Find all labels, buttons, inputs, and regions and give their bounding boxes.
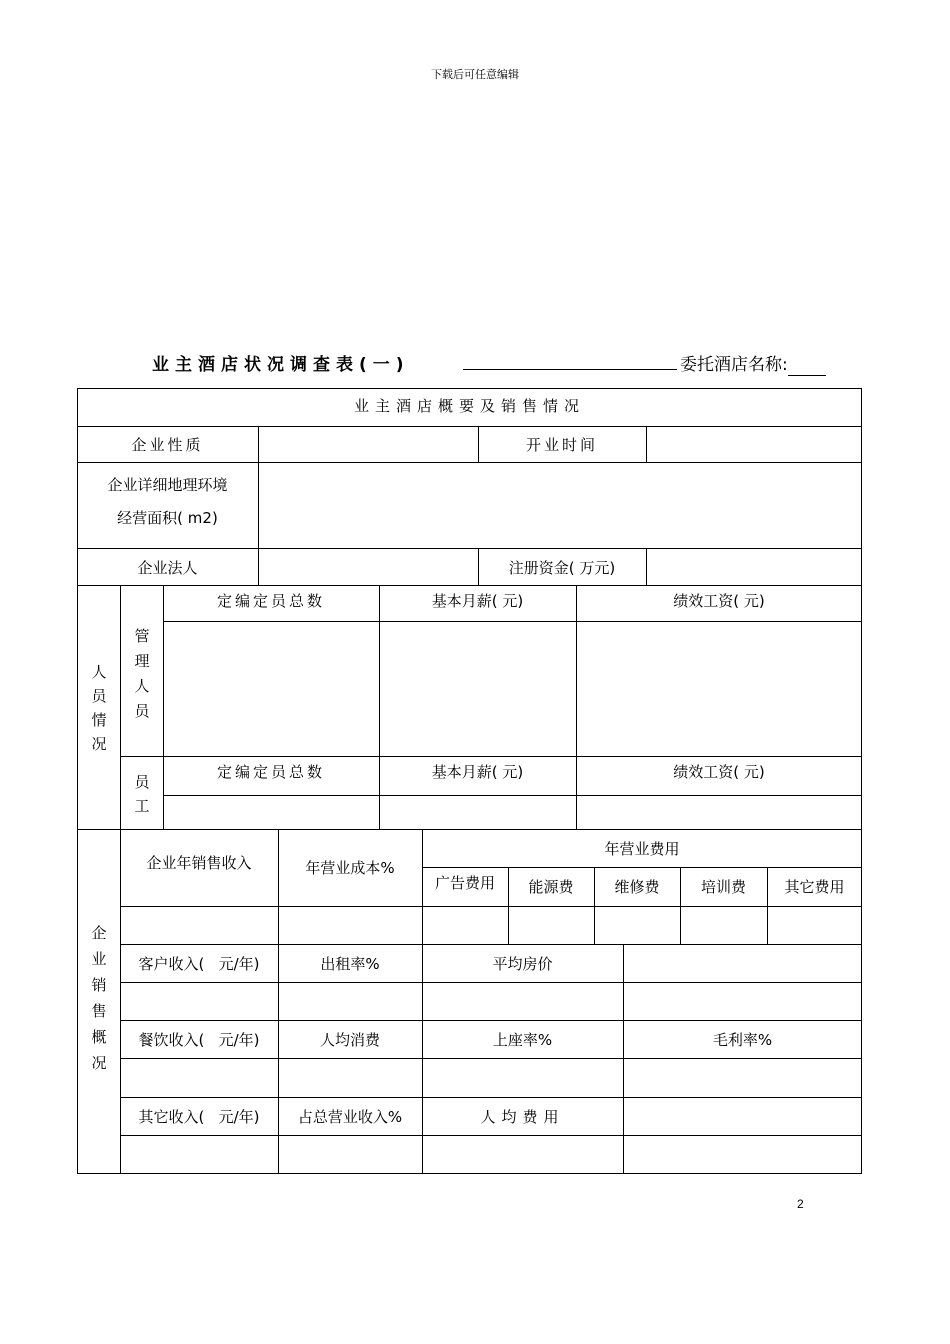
label-room-income: 客户收入( 元/年) <box>138 955 260 973</box>
rule <box>163 795 862 796</box>
label-gross-margin: 毛利率% <box>712 1031 773 1049</box>
label-avg-room-price: 平均房价 <box>492 955 553 973</box>
label-expense-other: 其它费用 <box>784 878 845 896</box>
label-expense-energy: 能源费 <box>528 878 574 896</box>
label-occupancy: 出租率% <box>320 955 380 973</box>
staff-label: 员 工 <box>134 773 150 815</box>
rule <box>120 1058 862 1059</box>
header-managers-total: 定编定员总数 <box>216 592 325 610</box>
rule <box>623 944 624 1174</box>
rule <box>646 426 647 463</box>
rule <box>120 1135 862 1136</box>
rule <box>120 585 121 1174</box>
rule <box>77 462 862 463</box>
label-enterprise-nature: 企业性质 <box>131 436 204 454</box>
table-border-top <box>77 388 862 389</box>
title-underline <box>463 369 677 370</box>
rule <box>77 548 862 549</box>
rule <box>163 621 862 622</box>
page-title: 业主酒店状况调查表(一) <box>152 355 410 375</box>
label-opening-time: 开业时间 <box>525 436 598 454</box>
label-per-capita: 人均消费 <box>319 1031 380 1049</box>
header-staff-total: 定编定员总数 <box>216 763 325 781</box>
table-border-left <box>77 388 78 1174</box>
label-share-of-revenue: 占总营业收入% <box>297 1108 403 1126</box>
managers-label: 管 理 人 员 <box>134 627 150 720</box>
header-note: 下载后可任意编辑 <box>431 68 519 81</box>
rule <box>422 867 862 868</box>
rule <box>646 548 647 586</box>
header-staff-bonus: 绩效工资( 元) <box>673 763 765 781</box>
header-managers-salary: 基本月薪( 元) <box>431 592 524 610</box>
label-annual-sales: 企业年销售收入 <box>146 854 252 872</box>
rule <box>120 982 862 983</box>
section-heading: 业主酒店概要及销售情况 <box>353 397 585 415</box>
label-other-income: 其它收入( 元/年) <box>138 1108 260 1126</box>
rule <box>120 906 862 907</box>
sales-side-label: 企 业 销 售 概 况 <box>91 924 107 1072</box>
rule <box>77 426 862 427</box>
client-hotel-blank <box>788 355 826 376</box>
label-address: 企业详细地理环境 <box>107 476 228 494</box>
table-border-bottom <box>77 1173 862 1174</box>
label-expense-repair: 维修费 <box>614 878 660 896</box>
page-number: 2 <box>797 1197 804 1211</box>
rule <box>120 756 862 757</box>
rule <box>120 1020 862 1021</box>
label-annual-expense: 年营业费用 <box>604 840 680 858</box>
rule <box>258 548 259 586</box>
client-hotel-label-text: 委托酒店名称: <box>680 355 788 375</box>
rule <box>258 426 259 463</box>
personnel-side-label: 人 员 情 况 <box>91 663 107 753</box>
label-expense-ads: 广告费用 <box>434 874 495 892</box>
label-area: 经营面积( m2) <box>117 509 218 527</box>
rule <box>258 462 259 549</box>
label-expense-training: 培训费 <box>700 878 746 896</box>
label-registered-capital: 注册资金( 万元) <box>508 559 616 577</box>
label-annual-cost: 年营业成本% <box>305 859 395 877</box>
header-managers-bonus: 绩效工资( 元) <box>673 592 765 610</box>
rule <box>120 1097 862 1098</box>
client-hotel-label <box>680 350 826 376</box>
header-staff-salary: 基本月薪( 元) <box>431 763 524 781</box>
rule <box>120 944 862 945</box>
label-food-income: 餐饮收入( 元/年) <box>138 1031 260 1049</box>
rule <box>77 829 862 830</box>
label-legal-person: 企业法人 <box>137 559 198 577</box>
rule <box>77 585 862 586</box>
label-seat-rate: 上座率% <box>492 1031 553 1049</box>
label-per-cost: 人均费用 <box>480 1108 565 1126</box>
